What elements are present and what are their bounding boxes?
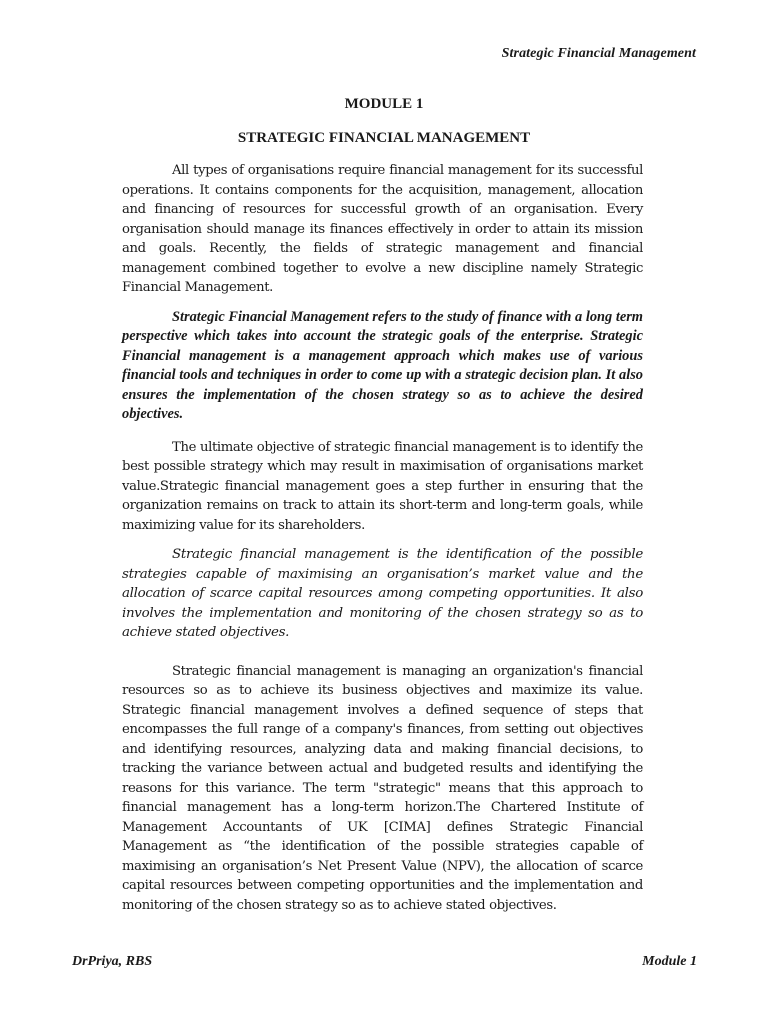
footer-author: DrPriya, RBS — [72, 954, 153, 969]
paragraph-objective: The ultimate objective of strategic financial management is to identify the best possible strategy which may result in maximisation of organisations market value.Strategic financial management goes a step further in ensuring that the organization remains on track to attain its short-term and long-term goals, while maximizing value for its shareholders. — [122, 439, 643, 533]
paragraph-intro: All types of organisations require financial management for its successful operations. It contains components for the acquisition, management, allocation and financing of resources for successful growth of an organisation. Every organisation should manage its finances effectively in order to attain its mission and goals. Recently, the fields of strategic management and financial management combined together to evolve a new discipline namely Strategic Financial Management. — [122, 163, 643, 295]
running-header-title: Strategic Financial Management — [501, 46, 696, 61]
module-label: MODULE 1 — [344, 96, 424, 112]
document-body — [122, 161, 643, 925]
paragraph-definition-italic: Strategic financial management is the identification of the possible strategies capable of maximising an organisation’s market value and the allocation of scarce capital resources among competing opportunities. It also involves the implementation and monitoring of the chosen strategy so as to achieve stated objectives. — [122, 547, 643, 640]
page-title: STRATEGIC FINANCIAL MANAGEMENT — [237, 130, 531, 146]
footer-module: Module 1 — [642, 954, 697, 969]
paragraph-cima-definition: Strategic financial management is managing an organization's financial resources so as to achieve its business objectives and maximize its value. Strategic financial management involves a defined sequence of steps that encompasses the full range of a company's finances, from setting out objectives and identifying resources, analyzing data and making financial decisions, to tracking the variance between actual and budgeted results and identifying the reasons for this variance. The term "strategic" means that this approach to financial management has a long-term horizon.The Chartered Institute of Management Accountants of UK [CIMA] defines Strategic Financial Management as “the identification of the possible strategies capable of maximising an organisation’s Net Present Value (NPV), the allocation of scarce capital resources between competing opportunities and the implementation and monitoring of the chosen strategy so as to achieve stated objectives. — [122, 663, 643, 913]
paragraph-definition-emphasis: Strategic Financial Management refers to the study of finance with a long term perspective which takes into account the strategic goals of the enterprise. Strategic Financial management is a management approach which makes use of various financial tools and techniques in order to come up with a strategic decision plan. It also ensures the implementation of the chosen strategy so as to achieve the desired objectives. — [122, 308, 643, 422]
